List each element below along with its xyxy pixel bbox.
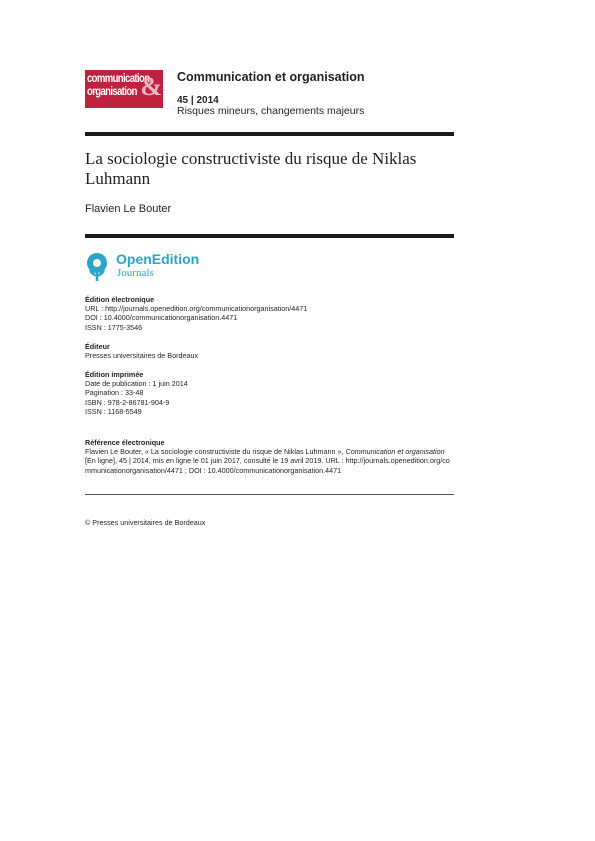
middle-rule: [85, 234, 454, 238]
doi-link[interactable]: DOI : 10.4000/communicationorganisation.4471: [85, 313, 238, 323]
bottom-rule: [85, 494, 454, 495]
article-author: Flavien Le Bouter: [85, 203, 172, 215]
article-title: La sociologie constructiviste du risque de Niklas Luhmann: [85, 149, 417, 188]
publication-date: Date de publication : 1 juin 2014: [85, 379, 188, 389]
logo-line2: organisation: [87, 84, 137, 99]
isbn: ISBN : 978-2-86781-904-9: [85, 397, 170, 407]
issn-electronic: ISSN : 1775-3546: [85, 322, 143, 332]
edition-imprimee-heading: Édition imprimée: [85, 370, 144, 379]
reference-part2[interactable]: [En ligne], 45 | 2014, mis en ligne le 01 juin 2017, consulté le 19 avril 2019. URL : http://journals.openedition.org/communicationorganisation/4471 ; DOI : 10.4000/communicationorganisation.4471: [85, 456, 450, 475]
edition-imprimee: [85, 370, 455, 416]
issue-number: 45 | 2014: [177, 95, 219, 106]
copyright: © Presses universitaires de Bordeaux: [85, 518, 206, 527]
edition-electronique-heading: Édition électronique: [85, 295, 155, 304]
reference-journal: Communication et organisation: [345, 447, 445, 457]
journal-logo: [85, 70, 163, 108]
issn-print: ISSN : 1168-5549: [85, 406, 142, 416]
openedition-name: OpenEdition: [116, 251, 200, 267]
openedition-sub: Journals: [117, 267, 154, 279]
editeur-heading: Éditeur: [85, 342, 110, 351]
editeur: [85, 342, 455, 360]
openedition-logo[interactable]: [85, 251, 205, 285]
reference-part1: Flavien Le Bouter, « La sociologie constructiviste du risque de Niklas Luhmann »,: [85, 447, 346, 457]
issue-title: Risques mineurs, changements majeurs: [177, 105, 365, 117]
edition-electronique: [85, 295, 455, 332]
reference-heading: Référence électronique: [85, 438, 165, 447]
logo-line1: communication: [87, 71, 150, 86]
journal-title: Communication et organisation: [177, 70, 365, 84]
reference-text: [85, 447, 453, 475]
url-link[interactable]: URL : http://journals.openedition.org/communicationorganisation/4471: [85, 304, 308, 314]
editeur-name: Presses universitaires de Bordeaux: [85, 351, 199, 361]
top-rule: [85, 132, 454, 136]
logo-ampersand: &: [140, 72, 162, 101]
pagination: Pagination : 33-48: [85, 388, 144, 398]
reference-electronique: [85, 438, 455, 475]
openedition-flower-icon: [85, 251, 113, 283]
